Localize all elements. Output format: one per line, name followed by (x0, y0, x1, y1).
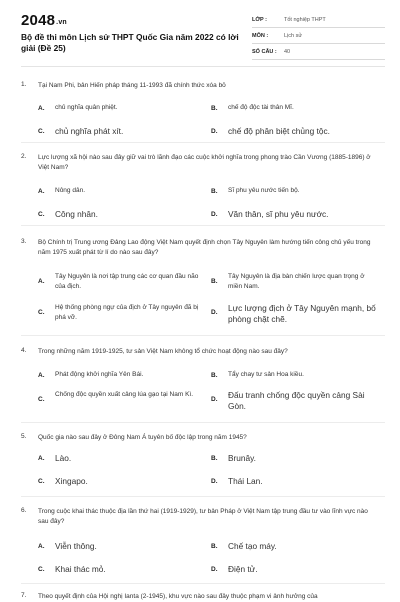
question-separator (21, 225, 385, 226)
question-number: 6. (21, 507, 27, 514)
meta-value: 40 (284, 49, 291, 55)
question-separator (21, 335, 385, 336)
site-logo[interactable]: 2048.vn (21, 12, 67, 29)
page-header (0, 0, 400, 68)
meta-value[interactable]: Tốt nghiệp THPT (284, 17, 326, 23)
question-text: Tại Nam Phi, bản Hiến pháp tháng 11-1993 đã chính thức xóa bỏ (38, 82, 226, 89)
meta-label: LỚP : (252, 17, 267, 23)
question-text: Lực lượng xã hội nào sau đây giữ vai trò lãnh đạo các cuộc khởi nghĩa trong phong trào Cần Vương (1885-1896) ở Việt Nam? (38, 154, 371, 171)
question-text: Trong những năm 1919-1925, tư sản Việt Nam không tổ chức hoạt động nào sau đây? (38, 348, 288, 355)
question-number: 7. (21, 592, 27, 599)
question-separator (21, 142, 385, 143)
header-divider (21, 66, 385, 67)
meta-label: SỐ CÂU : (252, 49, 277, 55)
question-text: Theo quyết định của Hội nghị Ianta (2-1945), khu vực nào sau đây thuộc phạm vi ảnh hưởng của (38, 593, 318, 600)
meta-label: MÔN : (252, 33, 269, 39)
question-number: 1. (21, 81, 27, 88)
meta-row-count (252, 46, 385, 60)
exam-meta (252, 14, 385, 62)
question-number: 5. (21, 433, 27, 440)
meta-row-subject (252, 30, 385, 44)
question-separator (21, 583, 385, 584)
question-number: 2. (21, 153, 27, 160)
exam-page: 2048.vn Bộ đề thi môn Lịch sử THPT Quốc Gia năm 2022 có lời giải (Đề 25) LỚP : Tốt nghiệp THPT MÔN : Lịch sử SỐ CÂU : 40 1. Tại Nam Phi, bản Hiến pháp tháng 11-1993 đã chính thức xóa bỏ A. chủ nghĩa quân phiệt. B. chế độ độc tài thân Mĩ. C. chủ nghĩa phát xít. D. chế độ phân biệt chủng tộc. 2. Lực lượng xã hội nào sau đây giữ vai trò lãnh đạo các cuộc khởi nghĩa trong phong trào Cần Vương (1885-1896) ở Việt Nam? A. Nông dân. B. Sĩ phu yêu nước tiến bộ. C. Công nhân. D. Văn thân, sĩ phu yêu nước. 3. Bộ Chính trị Trung ương Đảng Lao động Việt Nam quyết định chọn Tây Nguyên làm hướng tiến công chủ yếu trong năm 1975 xuất phát từ lí do nào sau đây? A. Tây Nguyên là nơi tập trung các cơ quan đầu não của địch. B. Tây Nguyên là địa bàn chiến lược quan trọng ở miền Nam. C. Hệ thống phòng ngự của địch ở Tây nguyên đã bị phá vỡ. D. Lực lượng địch ở Tây Nguyên mạnh, bố phòng chặt chẽ. 4. Trong những năm 1919-1925, tư sản Việt Nam không tổ chức hoạt động nào sau đây? A. Phát động khởi nghĩa Yên Bái. B. Tẩy chay tư sản Hoa kiều. C. Chống độc quyền xuất cảng lúa gạo tại Nam Kì. D. Đấu tranh chống độc quyền cảng Sài Gòn. 5. Quốc gia nào sau đây ở Đông Nam Á tuyên bố độc lập trong năm 1945? A. Lào. B. Brunây. C. Xingapo. D. Thái Lan. 6. Trong cuộc khai thác thuộc địa lần thứ hai (1919-1929), tư bản Pháp ở Việt Nam tập trung đầu tư vào lĩnh vực nào sau đây? A. Viễn thông. B. Chế tạo máy. C. Khai thác mỏ. D. Điện tử. 7. Theo quyết định của Hội nghị Ianta (2-1945), khu vực nào sau đây thuộc phạm vi ảnh hưởng của (0, 0, 400, 600)
question-text: Quốc gia nào sau đây ở Đông Nam Á tuyên bố độc lập trong năm 1945? (38, 434, 247, 441)
meta-value[interactable]: Lịch sử (284, 33, 303, 39)
question-text: Trong cuộc khai thác thuộc địa lần thứ hai (1919-1929), tư bản Pháp ở Việt Nam tập trung đầu tư vào lĩnh vực nào sau đây? (38, 508, 368, 525)
question-number: 4. (21, 347, 27, 354)
question-number: 3. (21, 238, 27, 245)
question-text: Bộ Chính trị Trung ương Đảng Lao động Việt Nam quyết định chọn Tây Nguyên làm hướng tiến công chủ yếu trong năm 1975 xuất phát từ lí do nào sau đây? (38, 239, 371, 256)
exam-title: Bộ đề thi môn Lịch sử THPT Quốc Gia năm 2022 có lời giải (Đề 25) (21, 32, 239, 53)
meta-row-class (252, 14, 385, 28)
question-separator (21, 496, 385, 497)
question-separator (21, 422, 385, 423)
